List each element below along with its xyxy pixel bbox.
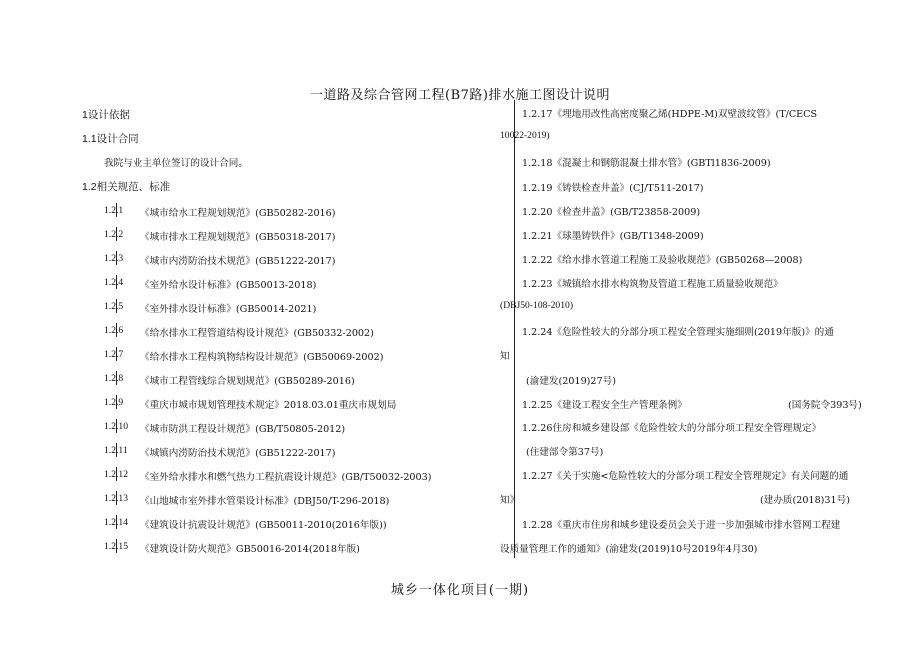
- standard-num-6: 1.2.6: [104, 325, 124, 336]
- standard-num-1: 1.2.1: [104, 205, 124, 216]
- standard-line: 1.2.22《给水排水管道工程施工及验收规范》(GB50268—2008): [522, 255, 803, 266]
- column-divider: [514, 100, 515, 558]
- standard-text-11: 《城镇内涝防治技术规范》(GB51222-2017): [140, 448, 336, 459]
- contract-text: 我院与业主单位签订的设计合同。: [104, 158, 248, 169]
- standard-num-8: 1.2.8: [104, 373, 124, 384]
- margin-tick: [116, 515, 117, 529]
- standard-text-8: 《城市工程管线综合规划规范》(GB50289-2016): [140, 376, 355, 387]
- standard-line: (DBJ50-108-2010): [500, 300, 574, 311]
- standard-text-4: 《室外给水设计标准》(GB50013-2018): [140, 280, 317, 291]
- standard-num-9: 1.2.9: [104, 397, 124, 408]
- standard-line: 1.2.19《铸铁检查井盖》(CJ/T511-2017): [522, 183, 704, 194]
- standard-line: 1.2.24《危险性较大的分部分项工程安全管理实施细则(2019年版)》的通: [522, 327, 834, 338]
- heading-design-contract: 1.1设计合同: [82, 133, 139, 145]
- document-title: 一道路及综合管网工程(B7路)排水施工图设计说明: [310, 88, 610, 103]
- standard-line: (渝建发(2019)27号): [526, 376, 616, 387]
- standard-num-3: 1.2.3: [104, 253, 124, 264]
- standard-text-14: 《建筑设计抗震设计规范》(GB50011-2010(2016年版)): [140, 520, 387, 531]
- standard-text-3: 《城市内涝防治技术规范》(GB51222-2017): [140, 256, 336, 267]
- standard-num-13: 1.2.13: [104, 493, 128, 504]
- standard-num-14: 1.2.14: [104, 517, 128, 528]
- standard-line: 1.2.26住房和城乡建设部《危险性较大的分部分项工程安全管理规定》: [522, 423, 822, 434]
- standard-num-15: 1.2.15: [104, 541, 128, 552]
- margin-tick: [116, 299, 117, 313]
- margin-tick: [116, 467, 117, 481]
- margin-tick: [116, 443, 117, 457]
- standard-num-10: 1.2.10: [104, 421, 128, 432]
- standard-line: (住建部令第37号): [526, 447, 604, 458]
- heading-design-basis: 1设计依据: [82, 109, 130, 121]
- heading-standards: 1.2相关规范、标准: [82, 181, 171, 193]
- margin-tick: [116, 539, 117, 553]
- standard-num-12: 1.2.12: [104, 469, 128, 480]
- standard-line: 1.2.25《建设工程安全生产管理条例》: [522, 400, 687, 411]
- standard-line: 1.2.20《检查井盖》(GB/T23858-2009): [522, 207, 701, 218]
- standard-line: (国务院令393号): [788, 400, 862, 411]
- margin-tick: [116, 419, 117, 433]
- standard-line: 1.2.23《城镇给水排水构筑物及管道工程施工质量验收规范》: [522, 279, 783, 290]
- standard-line: (建办质(2018)31号): [760, 495, 850, 506]
- margin-tick: [116, 275, 117, 289]
- standard-text-15: 《建筑设计防火规范》GB50016-2014(2018年版): [140, 544, 360, 555]
- standard-line: 知》: [500, 495, 520, 506]
- standard-line: 1.2.21《球墨铸铁件》(GB/T1348-2009): [522, 231, 704, 242]
- standard-text-1: 《城市给水工程规划规范》(GB50282-2016): [140, 208, 336, 219]
- standard-num-7: 1.2.7: [104, 349, 124, 360]
- standard-text-5: 《室外排水设计标准》(GB50014-2021): [140, 304, 317, 315]
- margin-tick: [116, 347, 117, 361]
- standard-text-13: 《山地城市室外排水管渠设计标准》(DBJ50/T-296-2018): [140, 496, 390, 507]
- standard-num-4: 1.2.4: [104, 277, 124, 288]
- standard-line: 知: [500, 351, 510, 362]
- margin-tick: [116, 395, 117, 409]
- standard-num-5: 1.2.5: [104, 301, 124, 312]
- standard-line: 1.2.27《关于实施<危险性较大的分部分项工程安全管理规定》有关问题的通: [522, 471, 849, 482]
- standard-num-2: 1.2.2: [104, 229, 124, 240]
- standard-line: 1.2.18《混凝土和钢筋混凝土排水管》(GBTl1836-2009): [522, 158, 771, 169]
- standard-line: 1.2.28《重庆市住房和城乡建设委员会关于进一步加强城市排水管网工程建: [522, 520, 841, 531]
- margin-tick: [116, 323, 117, 337]
- standard-line: 10022-2019): [500, 130, 550, 141]
- standard-line: 1.2.17《埋地用改性高密度聚乙烯(HDPE-M)双壁波纹管》(T/CECS: [522, 109, 818, 120]
- standard-text-9: 《重庆市城市规划管理技术规定》2018.03.01重庆市规划局: [140, 400, 397, 411]
- standard-num-11: 1.2.11: [104, 445, 128, 456]
- margin-tick: [116, 371, 117, 385]
- standard-text-7: 《给水排水工程构筑物结构设计规范》(GB50069-2002): [140, 352, 384, 363]
- standard-text-6: 《给水排水工程管道结构设计规范》(GB50332-2002): [140, 328, 374, 339]
- standard-text-10: 《城市防洪工程设计规范》(GB/T50805-2012): [140, 424, 346, 435]
- standard-text-12: 《室外给水排水和燃气热力工程抗震设计规范》(GB/T50032-2003): [140, 472, 432, 483]
- project-footer: 城乡一体化项目(一期): [390, 583, 530, 598]
- standard-line: 设质量管理工作的通知》(渝建发(2019)10号2019年4月30): [500, 544, 758, 555]
- margin-tick: [116, 491, 117, 505]
- margin-tick: [116, 251, 117, 265]
- margin-tick: [116, 227, 117, 241]
- standard-text-2: 《城市排水工程规划规范》(GB50318-2017): [140, 232, 336, 243]
- margin-tick: [116, 203, 117, 217]
